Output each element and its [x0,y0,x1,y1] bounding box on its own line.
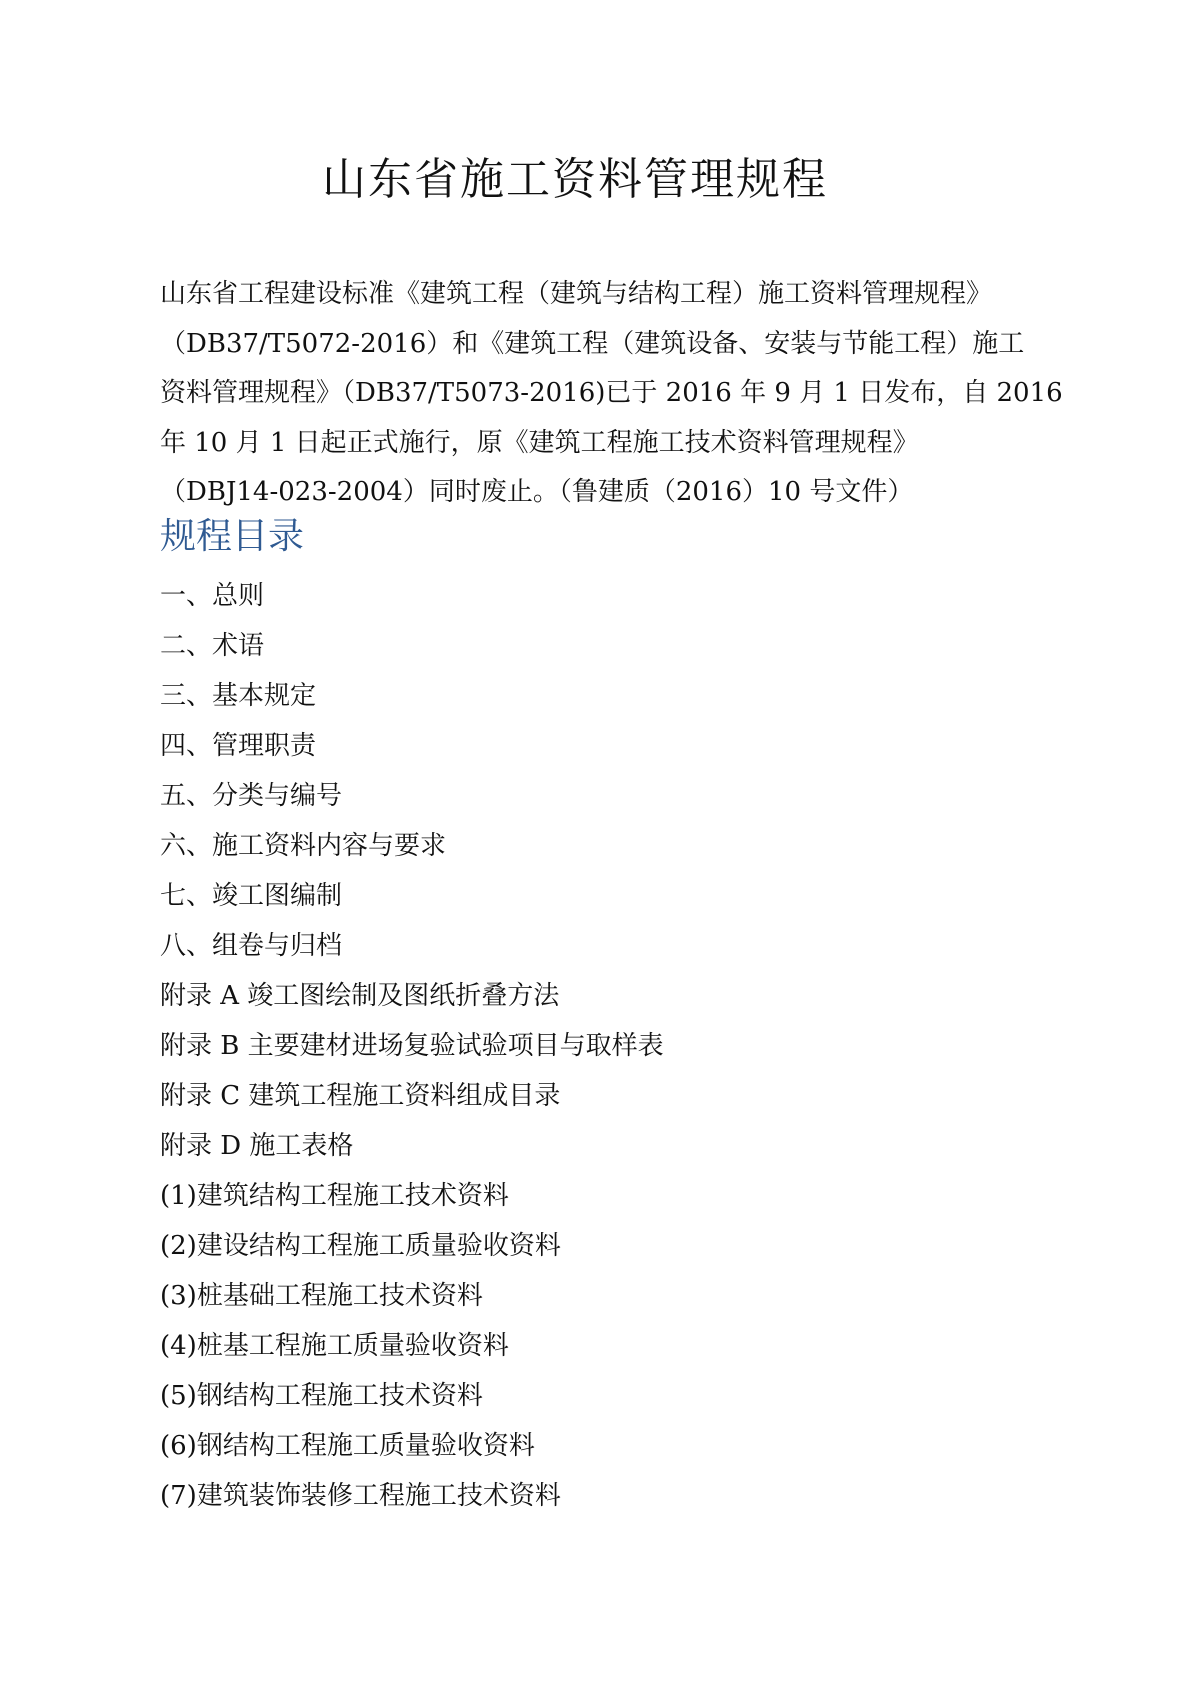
toc-item: (6)钢结构工程施工质量验收资料 [160,1431,535,1461]
intro-line: 山东省工程建设标准《建筑工程（建筑与结构工程）施工资料管理规程》 [160,279,993,309]
intro-line: （DB37/T5072-2016）和《建筑工程（建筑设备、安装与节能工程）施工 [160,328,1025,359]
toc-item: (3)桩基础工程施工技术资料 [160,1281,483,1311]
toc-item: 二、术语 [160,631,265,661]
toc-item: 八、组卷与归档 [160,931,343,961]
intro-line: 年 10 月 1 日起正式施行，原《建筑工程施工技术资料管理规程》 [160,427,919,458]
toc-item: 一、总则 [160,581,265,611]
intro-line: （DBJ14-023-2004）同时废止。（鲁建质（2016）10 号文件） [160,477,914,507]
toc-item: (1)建筑结构工程施工技术资料 [160,1181,509,1211]
toc-item: (7)建筑装饰装修工程施工技术资料 [160,1481,561,1511]
table-of-contents [160,571,1060,1521]
toc-item: (5)钢结构工程施工技术资料 [160,1381,483,1411]
toc-item: 附录 B 主要建材进场复验试验项目与取样表 [160,1031,664,1061]
toc-item: 五、分类与编号 [160,781,343,811]
toc-item: 附录 A 竣工图绘制及图纸折叠方法 [160,981,560,1011]
toc-item: 附录 D 施工表格 [160,1131,354,1161]
toc-item: 三、基本规定 [160,681,317,711]
toc-item: 四、管理职责 [160,731,317,761]
document-title: 山东省施工资料管理规程 [322,154,828,205]
intro-line: 资料管理规程》（DB37/T5073-2016)已于 2016 年 9 月 1 日发布，自 2016 [160,378,1063,408]
toc-heading: 规程目录 [160,516,305,557]
toc-item: 附录 C 建筑工程施工资料组成目录 [160,1081,561,1111]
toc-item: 六、施工资料内容与要求 [160,831,447,861]
toc-item: (2)建设结构工程施工质量验收资料 [160,1231,561,1261]
toc-item: (4)桩基工程施工质量验收资料 [160,1331,509,1361]
toc-item: 七、竣工图编制 [160,881,343,911]
intro-paragraph [160,270,1063,518]
